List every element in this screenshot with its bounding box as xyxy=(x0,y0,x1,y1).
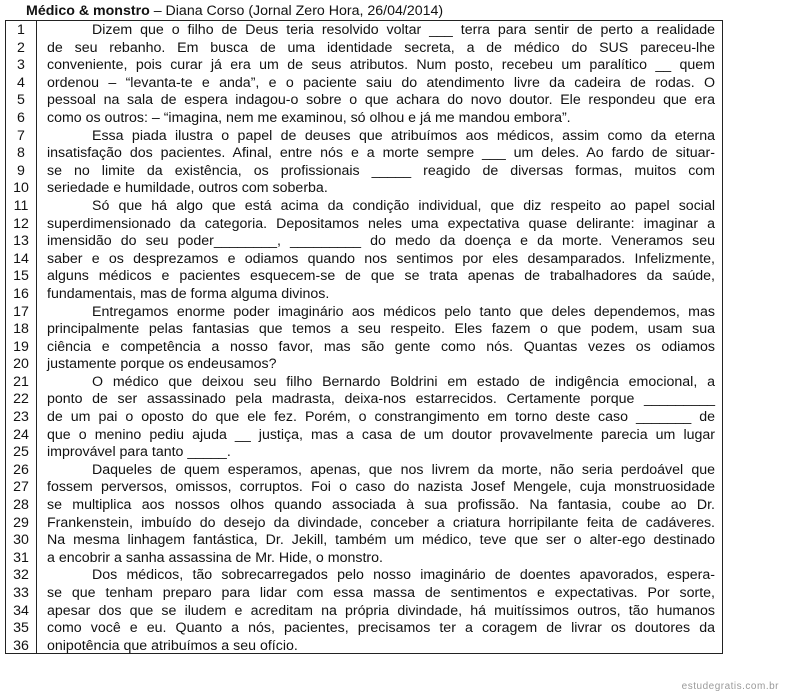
text-line xyxy=(5,620,723,638)
line-text: como você e eu. Quanto a nós, pacientes, precisamos ter a coragem de livrar os doutores da xyxy=(47,620,715,637)
text-line xyxy=(5,479,723,497)
line-text: Frankenstein, imbuído do desejo da divindade, conceber a criatura horripilante feita de cadáveres. xyxy=(47,514,715,531)
line-number: 13 xyxy=(13,233,29,250)
text-line xyxy=(5,92,723,110)
line-text: improvável para tanto _____. xyxy=(47,444,231,461)
line-text: fossem perversos, omissos, corruptos. Foi o caso do nazista Josef Mengele, cuja monstruosidade xyxy=(47,479,715,496)
text-line xyxy=(5,497,723,515)
line-number: 35 xyxy=(13,620,29,637)
text-line xyxy=(5,180,723,198)
line-number: 7 xyxy=(17,127,25,144)
text-line xyxy=(5,409,723,427)
line-text: Na mesma linhagem fantástica, Dr. Jekill, também um médico, teve que ser o alter-ego destinado xyxy=(47,532,715,549)
line-text: principalmente pelas fantasias que temos a seu respeito. Eles fazem o que podem, usam sua xyxy=(47,321,715,338)
text-line xyxy=(5,427,723,445)
line-text: de um pai o oposto do que ele fez. Porém, o constrangimento em torno deste caso _______ de xyxy=(47,409,715,426)
text-line xyxy=(5,22,723,40)
line-number: 2 xyxy=(17,39,25,56)
numbered-text-lines xyxy=(5,22,723,655)
line-text: apesar dos que se iludem e acreditam na própria divindade, há muitíssimos outros, tão humanos xyxy=(47,602,715,619)
line-text: a encobrir a sanha assassina de Mr. Hide, o monstro. xyxy=(47,549,383,566)
text-line xyxy=(5,268,723,286)
line-text: conveniente, pois curar já era um de seus atributos. Num posto, recebeu um paralítico __ quem xyxy=(47,57,715,74)
line-number: 33 xyxy=(13,585,29,601)
line-number: 12 xyxy=(13,215,29,232)
text-line xyxy=(5,304,723,322)
line-text: Só que há algo que está acima da condição individual, que diz respeito ao papel social xyxy=(92,197,715,214)
line-text: superdimensionado da categoria. Depositamos neles uma expectativa quase delirante: imaginar a xyxy=(47,215,715,232)
line-number: 16 xyxy=(13,285,29,302)
line-number: 23 xyxy=(13,409,29,426)
text-line xyxy=(5,532,723,550)
line-text: seriedade e humildade, outros com soberba. xyxy=(47,180,328,197)
line-text: alguns médicos e pacientes esquecem-se de que se trata apenas de trabalhadores da saúde, xyxy=(47,268,715,285)
text-line xyxy=(5,462,723,480)
line-number: 15 xyxy=(13,268,29,285)
text-header xyxy=(26,2,443,20)
line-number: 24 xyxy=(13,426,29,443)
line-text: Entregamos enorme poder imaginário aos médicos pelo tanto que deles dependemos, mas xyxy=(92,303,715,320)
line-text: ordenou – “levanta-te e anda”, e o paciente saiu do atendimento livre da cadeira de rodas. O xyxy=(47,74,715,91)
line-number: 1 xyxy=(17,22,25,38)
line-text: como os outros: – “imagina, nem me examinou, só olhou e já me mandou embora”. xyxy=(47,109,571,126)
line-number: 25 xyxy=(13,444,29,461)
line-number: 4 xyxy=(17,74,25,91)
text-byline: – Diana Corso (Jornal Zero Hora, 26/04/2014) xyxy=(149,3,444,19)
line-number: 20 xyxy=(13,356,29,373)
line-number: 29 xyxy=(13,514,29,531)
line-text: Essa piada ilustra o papel de deuses que atribuímos aos médicos, assim como da eterna xyxy=(92,127,715,144)
line-number: 11 xyxy=(13,197,29,214)
text-line xyxy=(5,567,723,585)
line-number: 27 xyxy=(13,479,29,496)
line-number: 34 xyxy=(13,602,29,619)
line-text: se multiplica aos nossos olhos quando associada à sua profissão. Na fantasia, coube ao Dr. xyxy=(47,497,715,514)
line-number: 31 xyxy=(13,549,29,566)
text-line xyxy=(5,163,723,181)
text-line xyxy=(5,233,723,251)
line-number: 19 xyxy=(13,338,29,355)
line-text: saber e os desprezamos e odiamos quando nos sentimos por eles desamparados. Infelizmente, xyxy=(47,250,715,267)
text-line xyxy=(5,356,723,374)
line-number: 3 xyxy=(17,57,25,74)
line-number: 36 xyxy=(13,637,29,654)
text-line xyxy=(5,585,723,603)
line-number: 5 xyxy=(17,92,25,109)
line-text: que o menino pediu ajuda __ justiça, mas a casa de um doutor provavelmente parecia um lugar xyxy=(47,426,715,443)
line-text: pessoal na sala de espera indagou-o sobre o que achara do novo doutor. Ele respondeu que era xyxy=(47,92,715,109)
text-line xyxy=(5,550,723,568)
text-line xyxy=(5,40,723,58)
line-text: Daqueles de quem esperamos, apenas, que nos livrem da morte, não seria perdoável que xyxy=(92,461,715,478)
site-watermark: estudegratis.com.br xyxy=(681,681,779,692)
line-number: 32 xyxy=(13,567,29,584)
line-text: imensidão do seu poder________, _________ do medo da doença e da morte. Veneramos seu xyxy=(47,233,715,250)
text-line xyxy=(5,110,723,128)
line-text: onipotência que atribuímos a seu ofício. xyxy=(47,637,298,654)
line-number: 6 xyxy=(17,109,25,126)
text-line xyxy=(5,251,723,269)
text-line xyxy=(5,57,723,75)
line-text: O médico que deixou seu filho Bernardo Boldrini em estado de indigência emocional, a xyxy=(92,373,715,390)
line-text: de seu rebanho. Em busca de uma identidade secreta, a de médico do SUS pareceu-lhe xyxy=(47,39,715,56)
text-line xyxy=(5,216,723,234)
text-line xyxy=(5,286,723,304)
text-line xyxy=(5,638,723,656)
text-line xyxy=(5,391,723,409)
line-number: 10 xyxy=(13,180,29,197)
line-number: 9 xyxy=(17,162,25,179)
line-text: insatisfação dos pacientes. Afinal, entre nós e a morte sempre ___ um deles. Ao fardo de situar- xyxy=(47,145,715,162)
text-line xyxy=(5,128,723,146)
text-line xyxy=(5,515,723,533)
text-title: Médico & monstro xyxy=(26,3,150,19)
line-number: 22 xyxy=(13,391,29,408)
line-number: 26 xyxy=(13,461,29,478)
line-text: se no limite da existência, os profissionais _____ reagido de diversas formas, muitos com xyxy=(47,162,715,179)
line-text: ciência e competência a nosso favor, mas são gente como nós. Quantas vezes os odiamos xyxy=(47,338,715,355)
line-number: 28 xyxy=(13,497,29,514)
line-text: fundamentais, mas de forma alguma divinos. xyxy=(47,285,330,302)
text-line xyxy=(5,444,723,462)
line-number: 18 xyxy=(13,321,29,338)
text-line xyxy=(5,374,723,392)
line-number: 8 xyxy=(17,145,25,162)
line-number: 30 xyxy=(13,532,29,549)
line-number: 17 xyxy=(13,303,29,320)
text-line xyxy=(5,198,723,216)
line-text: justamente porque os endeusamos? xyxy=(47,356,277,373)
line-number: 14 xyxy=(13,250,29,267)
line-number: 21 xyxy=(13,373,29,390)
text-line xyxy=(5,321,723,339)
line-text: Dizem que o filho de Deus teria resolvido voltar ___ terra para sentir de perto a realidade xyxy=(92,22,715,38)
text-line xyxy=(5,75,723,93)
line-text: ponto de ser assassinado pela madrasta, deixa-nos estarrecidos. Certamente porque _________ xyxy=(47,391,715,408)
text-line xyxy=(5,339,723,357)
line-text: se que tenham preparo para lidar com essa massa de sentimentos e expectativas. Por sorte, xyxy=(47,585,715,601)
line-text: Dos médicos, tão sobrecarregados pelo nosso imaginário de doentes apavorados, espera- xyxy=(92,567,715,584)
text-line xyxy=(5,603,723,621)
text-line xyxy=(5,145,723,163)
